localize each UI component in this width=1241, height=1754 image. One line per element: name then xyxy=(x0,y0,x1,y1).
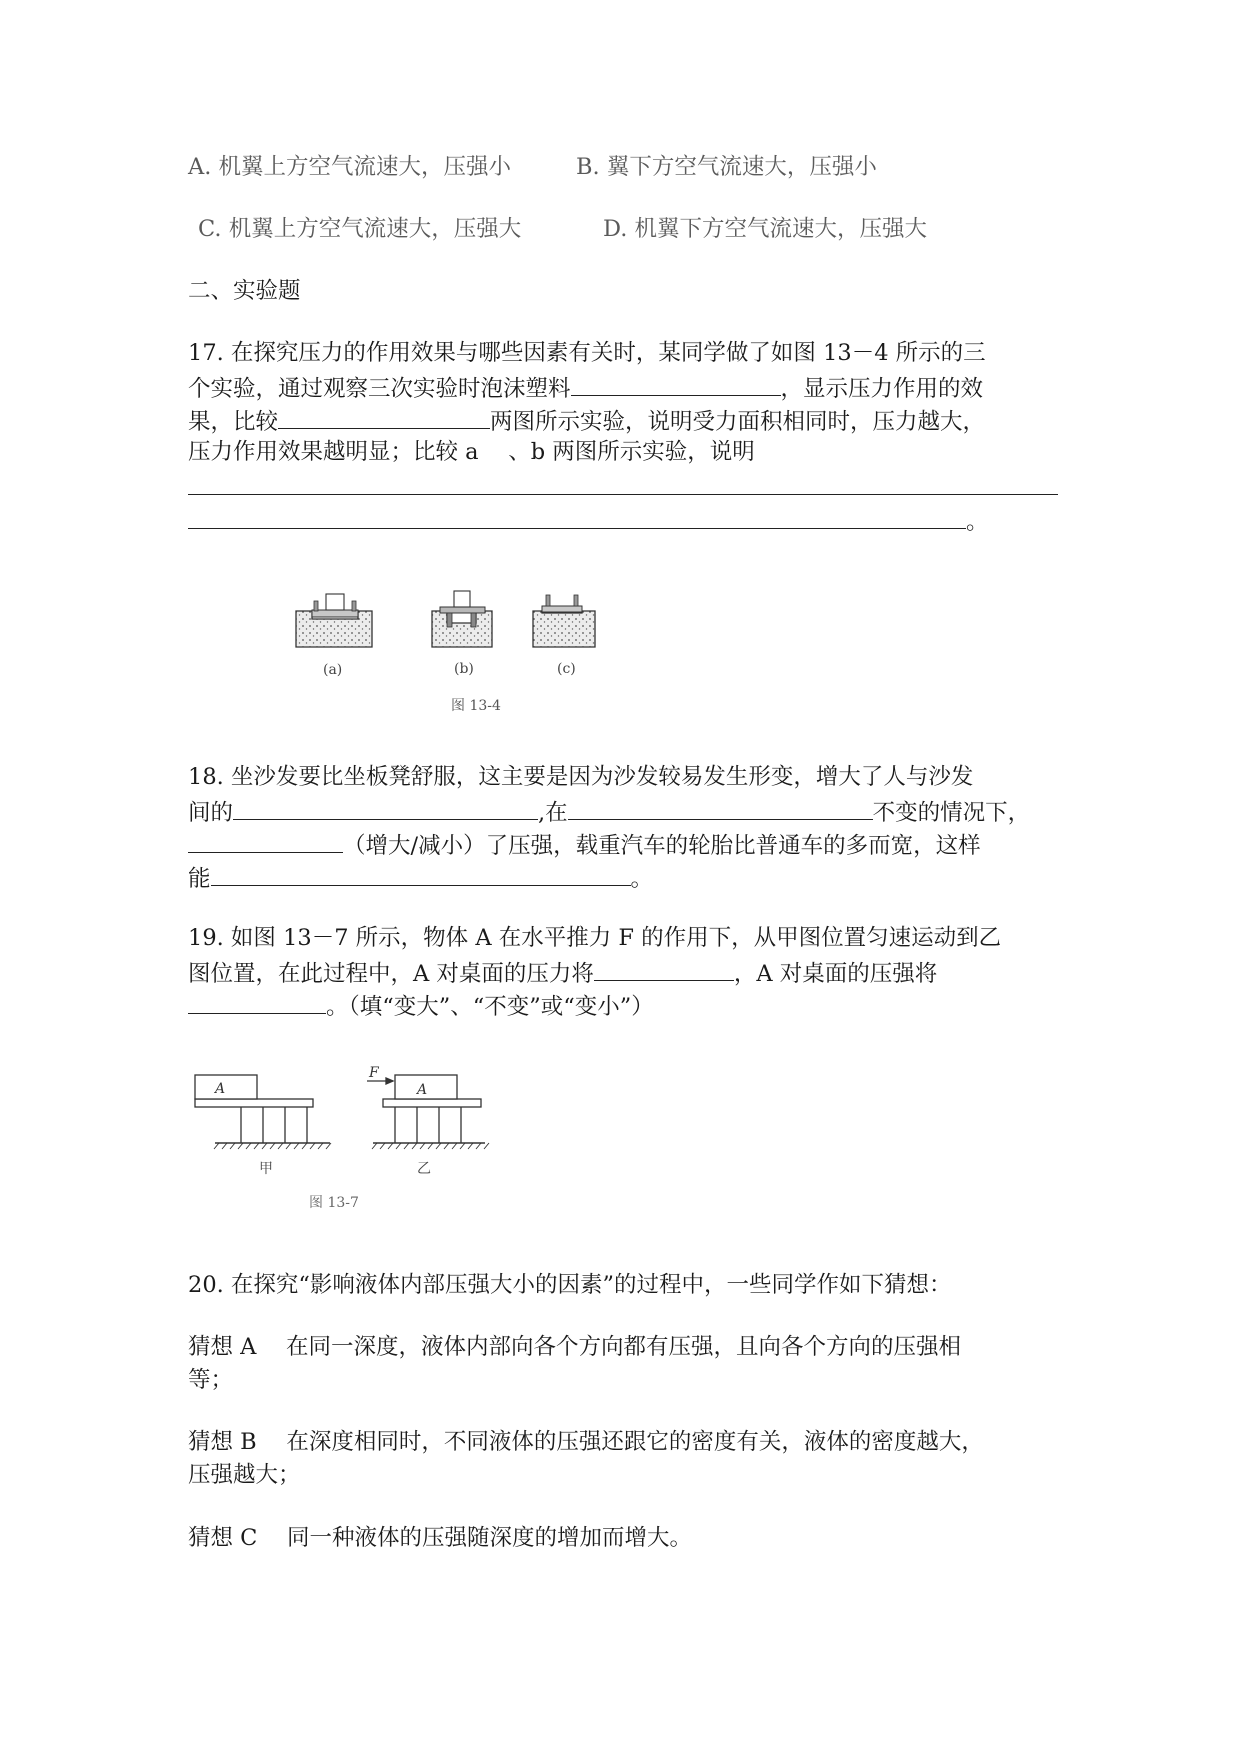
q17-line1: 17. 在探究压力的作用效果与哪些因素有关时，某同学做了如图 13－4 所示的三 xyxy=(188,340,986,366)
q17-end-mark: 。 xyxy=(966,509,989,535)
guess-a-line1: 猜想 A 在同一深度，液体内部向各个方向都有压强，且向各个方向的压强相 xyxy=(188,1334,962,1360)
figure-13-7-caption: 图 13-7 xyxy=(309,1195,359,1211)
q19-line2-start: 图位置，在此过程中，A 对桌面的压力将 xyxy=(188,961,594,987)
q18-line4-start: 能 xyxy=(188,866,211,892)
q18-line4-end: 。 xyxy=(630,866,654,892)
guess-b-line1: 猜想 B 在深度相同时，不同液体的压强还跟它的密度有关，液体的密度越大， xyxy=(188,1429,984,1455)
q18-line3-text: （增大/减小）了压强，载重汽车的轮胎比普通车的多而宽，这样 xyxy=(343,833,981,859)
diagram-yi xyxy=(367,1075,489,1149)
figure-13-4 xyxy=(280,575,700,729)
q20-line1: 20. 在探究“影响液体内部压强大小的因素”的过程中，一些同学作如下猜想： xyxy=(188,1272,952,1298)
q18-line4 xyxy=(188,859,653,896)
block-a-label-jia: A xyxy=(215,1081,226,1097)
section-title: 二、实验题 xyxy=(188,278,301,304)
q17-line2-start: 个实验，通过观察三次实验时泡沫塑料 xyxy=(188,376,571,402)
q18-line1: 18. 坐沙发要比坐板凳舒服，这主要是因为沙发较易发生形变，增大了人与沙发 xyxy=(188,764,974,790)
q18-blank-1[interactable] xyxy=(233,793,538,820)
option-d: D. 机翼下方空气流速大，压强大 xyxy=(603,216,928,242)
figure-13-4-caption: 图 13-4 xyxy=(451,698,501,714)
block-a-label-yi: A xyxy=(417,1082,428,1098)
experiment-a xyxy=(296,594,372,647)
q17-line3-end: 两图所示实验，说明受力面积相同时，压力越大， xyxy=(490,409,986,435)
q17-line4: 压力作用效果越明显；比较 a 、b 两图所示实验，说明 xyxy=(188,439,755,465)
experiment-c xyxy=(533,595,595,647)
q17-line2 xyxy=(188,369,983,406)
q19-blank-1[interactable] xyxy=(594,954,734,981)
q18-blank-3[interactable] xyxy=(188,826,343,853)
label-yi: 乙 xyxy=(417,1161,431,1177)
option-b: B. 翼下方空气流速大，压强小 xyxy=(576,154,877,180)
q18-line3 xyxy=(188,826,981,863)
guess-c: 猜想 C 同一种液体的压强随深度的增加而增大。 xyxy=(188,1525,693,1551)
label-a: (a) xyxy=(323,662,343,678)
option-a: A. 机翼上方空气流速大，压强小 xyxy=(188,154,512,180)
q17-answer-line-2[interactable] xyxy=(188,528,966,529)
q18-blank-2[interactable] xyxy=(568,793,873,820)
label-c: (c) xyxy=(557,661,576,677)
q18-line2-mid: ,在 xyxy=(538,800,568,826)
experiment-b xyxy=(432,591,492,647)
q17-answer-line-1[interactable] xyxy=(188,494,1058,495)
q17-line3-start: 果，比较 xyxy=(188,409,279,435)
q18-blank-4[interactable] xyxy=(211,859,631,886)
figure-13-7 xyxy=(185,1065,545,1219)
force-f-label: F xyxy=(369,1065,379,1081)
q19-line3-text: 。（填“变大”、“不变”或“变小”） xyxy=(326,994,654,1020)
guess-b-line2: 压强越大； xyxy=(188,1462,301,1488)
q19-line2-end: ，A 对桌面的压强将 xyxy=(733,961,938,987)
label-b: (b) xyxy=(454,661,474,677)
q19-line3 xyxy=(188,987,654,1024)
q17-line3 xyxy=(188,402,985,439)
q17-blank-2[interactable] xyxy=(278,402,490,429)
q18-line2 xyxy=(188,793,1030,830)
q19-line1: 19. 如图 13－7 所示，物体 A 在水平推力 F 的作用下，从甲图位置匀速运动到乙 xyxy=(188,925,1002,951)
q18-line2-start: 间的 xyxy=(188,800,234,826)
q18-line2-end: 不变的情况下， xyxy=(872,800,1031,826)
guess-a-line2: 等； xyxy=(188,1367,234,1393)
q19-blank-2[interactable] xyxy=(188,987,326,1014)
q17-blank-1[interactable] xyxy=(571,369,781,396)
q19-line2 xyxy=(188,954,937,991)
q17-line2-end: ，显示压力作用的效 xyxy=(780,376,984,402)
label-jia: 甲 xyxy=(259,1161,273,1177)
option-c: C. 机翼上方空气流速大，压强大 xyxy=(198,216,522,242)
